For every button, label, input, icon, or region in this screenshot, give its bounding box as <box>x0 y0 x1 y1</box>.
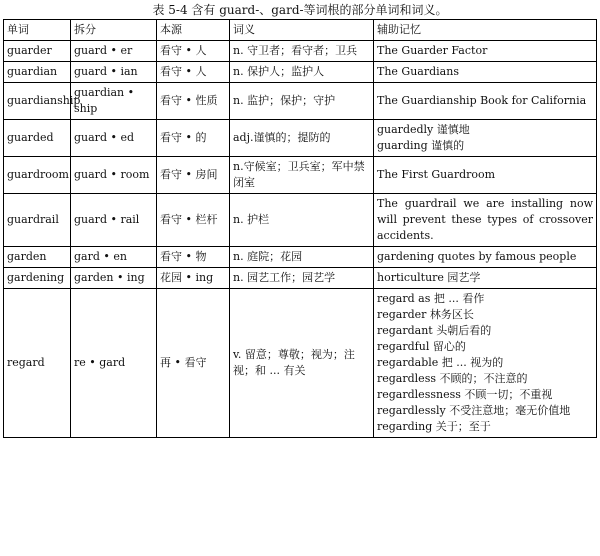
cell-memory <box>374 83 597 120</box>
memory-line: The guardrail we are installing now will prevent these types of crossover accidents. <box>377 197 593 242</box>
cell-memory <box>374 268 597 289</box>
header-memory: 辅助记忆 <box>374 20 597 41</box>
memory-line: regard as 把 ... 看作 <box>377 292 485 305</box>
cell-memory <box>374 120 597 157</box>
table-row <box>4 194 597 247</box>
cell-meaning: n. 监护；保护；守护 <box>230 83 374 120</box>
memory-line: regardless 不顾的；不注意的 <box>377 372 528 385</box>
header-meaning: 词义 <box>230 20 374 41</box>
memory-line: regarding 关于；至于 <box>377 420 491 433</box>
table-row <box>4 157 597 194</box>
cell-word: guardianship <box>4 83 71 120</box>
memory-line: horticulture 园艺学 <box>377 271 481 284</box>
cell-memory <box>374 194 597 247</box>
cell-memory <box>374 289 597 438</box>
memory-line: regarder 林务区长 <box>377 308 474 321</box>
cell-origin: 看守 • 性质 <box>157 83 230 120</box>
cell-origin: 花园 • ing <box>157 268 230 289</box>
cell-split: guardian • ship <box>71 83 157 120</box>
table-header-row <box>4 20 597 41</box>
cell-memory <box>374 41 597 62</box>
table-body <box>4 41 597 438</box>
memory-line: regardful 留心的 <box>377 340 466 353</box>
cell-origin: 看守 • 栏杆 <box>157 194 230 247</box>
cell-meaning: n. 护栏 <box>230 194 374 247</box>
cell-split: guard • ian <box>71 62 157 83</box>
memory-line: The Guardianship Book for California <box>377 94 587 107</box>
memory-line: regardlessness 不顾一切；不重视 <box>377 388 553 401</box>
cell-split: guard • ed <box>71 120 157 157</box>
table-row <box>4 120 597 157</box>
memory-line: The First Guardroom <box>377 168 496 181</box>
cell-memory <box>374 247 597 268</box>
cell-meaning: adj.谨慎的；提防的 <box>230 120 374 157</box>
memory-line: guardedly 谨慎地 <box>377 123 470 136</box>
cell-split: guard • rail <box>71 194 157 247</box>
cell-split: garden • ing <box>71 268 157 289</box>
cell-origin: 看守 • 房间 <box>157 157 230 194</box>
cell-origin: 看守 • 人 <box>157 41 230 62</box>
cell-word: guardrail <box>4 194 71 247</box>
cell-word: garden <box>4 247 71 268</box>
cell-origin: 看守 • 人 <box>157 62 230 83</box>
cell-split: gard • en <box>71 247 157 268</box>
header-origin: 本源 <box>157 20 230 41</box>
memory-line: guarding 谨慎的 <box>377 139 465 152</box>
memory-line: The Guarder Factor <box>377 44 488 57</box>
table-row <box>4 289 597 438</box>
memory-line: The Guardians <box>377 65 459 78</box>
header-word: 单词 <box>4 20 71 41</box>
cell-origin: 看守 • 物 <box>157 247 230 268</box>
word-root-table <box>3 19 597 438</box>
cell-meaning: n. 保护人；监护人 <box>230 62 374 83</box>
cell-split: re • gard <box>71 289 157 438</box>
cell-origin: 看守 • 的 <box>157 120 230 157</box>
memory-line: gardening quotes by famous people <box>377 250 577 263</box>
header-split: 拆分 <box>71 20 157 41</box>
cell-word: gardening <box>4 268 71 289</box>
cell-split: guard • er <box>71 41 157 62</box>
cell-meaning: n. 守卫者；看守者；卫兵 <box>230 41 374 62</box>
cell-memory <box>374 157 597 194</box>
cell-meaning: n. 庭院；花园 <box>230 247 374 268</box>
table-row <box>4 247 597 268</box>
cell-split: guard • room <box>71 157 157 194</box>
table-caption: 表 5-4 含有 guard-、gard-等词根的部分单词和词义。 <box>152 3 448 17</box>
memory-line: regardlessly 不受注意地；毫无价值地 <box>377 404 571 417</box>
memory-line: regardable 把 ... 视为的 <box>377 356 504 369</box>
memory-line: regardant 头朝后看的 <box>377 324 492 337</box>
table-row <box>4 41 597 62</box>
table-row <box>4 83 597 120</box>
cell-meaning: n. 园艺工作；园艺学 <box>230 268 374 289</box>
cell-word: guarded <box>4 120 71 157</box>
cell-memory <box>374 62 597 83</box>
cell-word: guardian <box>4 62 71 83</box>
cell-meaning: v. 留意；尊敬；视为；注视；和 ... 有关 <box>230 289 374 438</box>
cell-word: regard <box>4 289 71 438</box>
cell-word: guardroom <box>4 157 71 194</box>
table-row <box>4 268 597 289</box>
cell-origin: 再 • 看守 <box>157 289 230 438</box>
cell-word: guarder <box>4 41 71 62</box>
cell-meaning: n.守候室；卫兵室；军中禁闭室 <box>230 157 374 194</box>
table-row <box>4 62 597 83</box>
